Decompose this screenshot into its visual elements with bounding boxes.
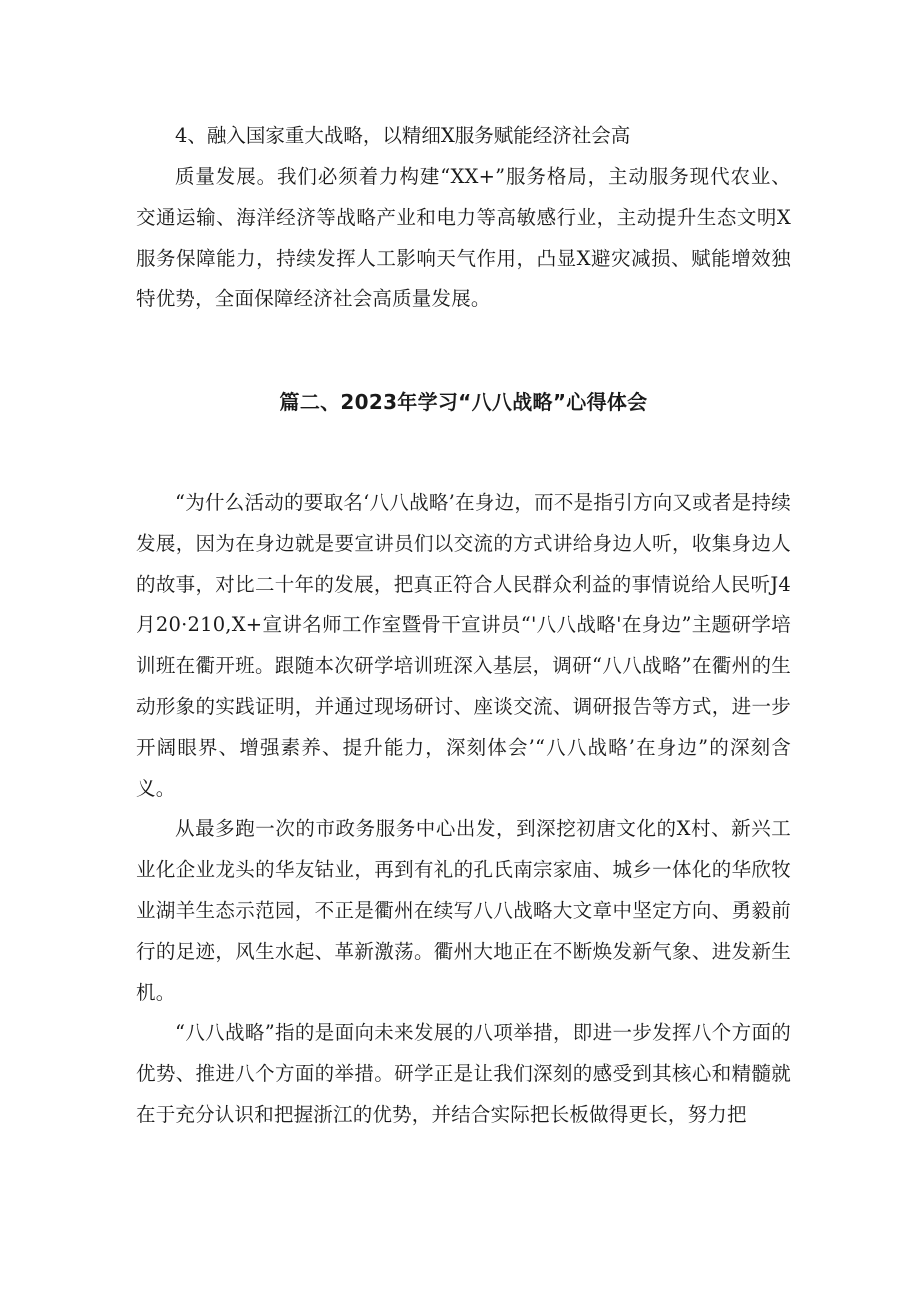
section1-heading: 4、融入国家重大战略，以精细X服务赋能经济社会高	[175, 124, 631, 147]
section2-body	[136, 483, 791, 1136]
section2-title: 篇二、2023年学习“八八战略”心得体会	[279, 390, 648, 414]
body-paragraph-1: “为什么活动的要取名‘八八战略’在身边，而不是指引方向又或者是持续发展，因为在身边就是要宣讲员们以交流的方式讲给身边人听，收集身边人的故事，对比二十年的发展，把真正符合人民群众利益的事情说给人民听J4月20·210,X+宣讲名师工作室暨骨干宣讲员“'八八战略'在身边”主题研学培训班在衢开班。跟随本次研学培训班深入基层，调研“八八战略”在衢州的生动形象的实践证明，并通过现场研讨、座谈交流、调研报告等方式，进一步开阔眼界、增强素养、提升能力，深刻体会’“八八战略’在身边”的深刻含义。	[136, 491, 791, 800]
body-paragraph-3: “八八战略”指的是面向未来发展的八项举措，即进一步发挥八个方面的优势、推进八个方面的举措。研学正是让我们深刻的感受到其核心和精髓就在于充分认识和把握浙江的优势，并结合实际把长板做得更长，努力把	[136, 1021, 791, 1126]
body-paragraph-2: 从最多跑一次的市政务服务中心出发，到深挖初唐文化的X村、新兴工业化企业龙头的华友钴业，再到有礼的孔氏南宗家庙、城乡一体化的华欣牧业湖羊生态示范园，不正是衢州在续写八八战略大文章中坚定方向、勇毅前行的足迹，风生水起、革新激荡。衢州大地正在不断焕发新气象、进发新生机。	[136, 817, 791, 1004]
section1-paragraph: 质量发展。我们必须着力构建“XX+”服务格局，主动服务现代农业、交通运输、海洋经济等战略产业和电力等高敏感行业，主动提升生态文明X服务保障能力，持续发挥人工影响天气作用，凸显X避灾减损、赋能增效独特优势，全面保障经济社会高质量发展。	[136, 165, 791, 311]
